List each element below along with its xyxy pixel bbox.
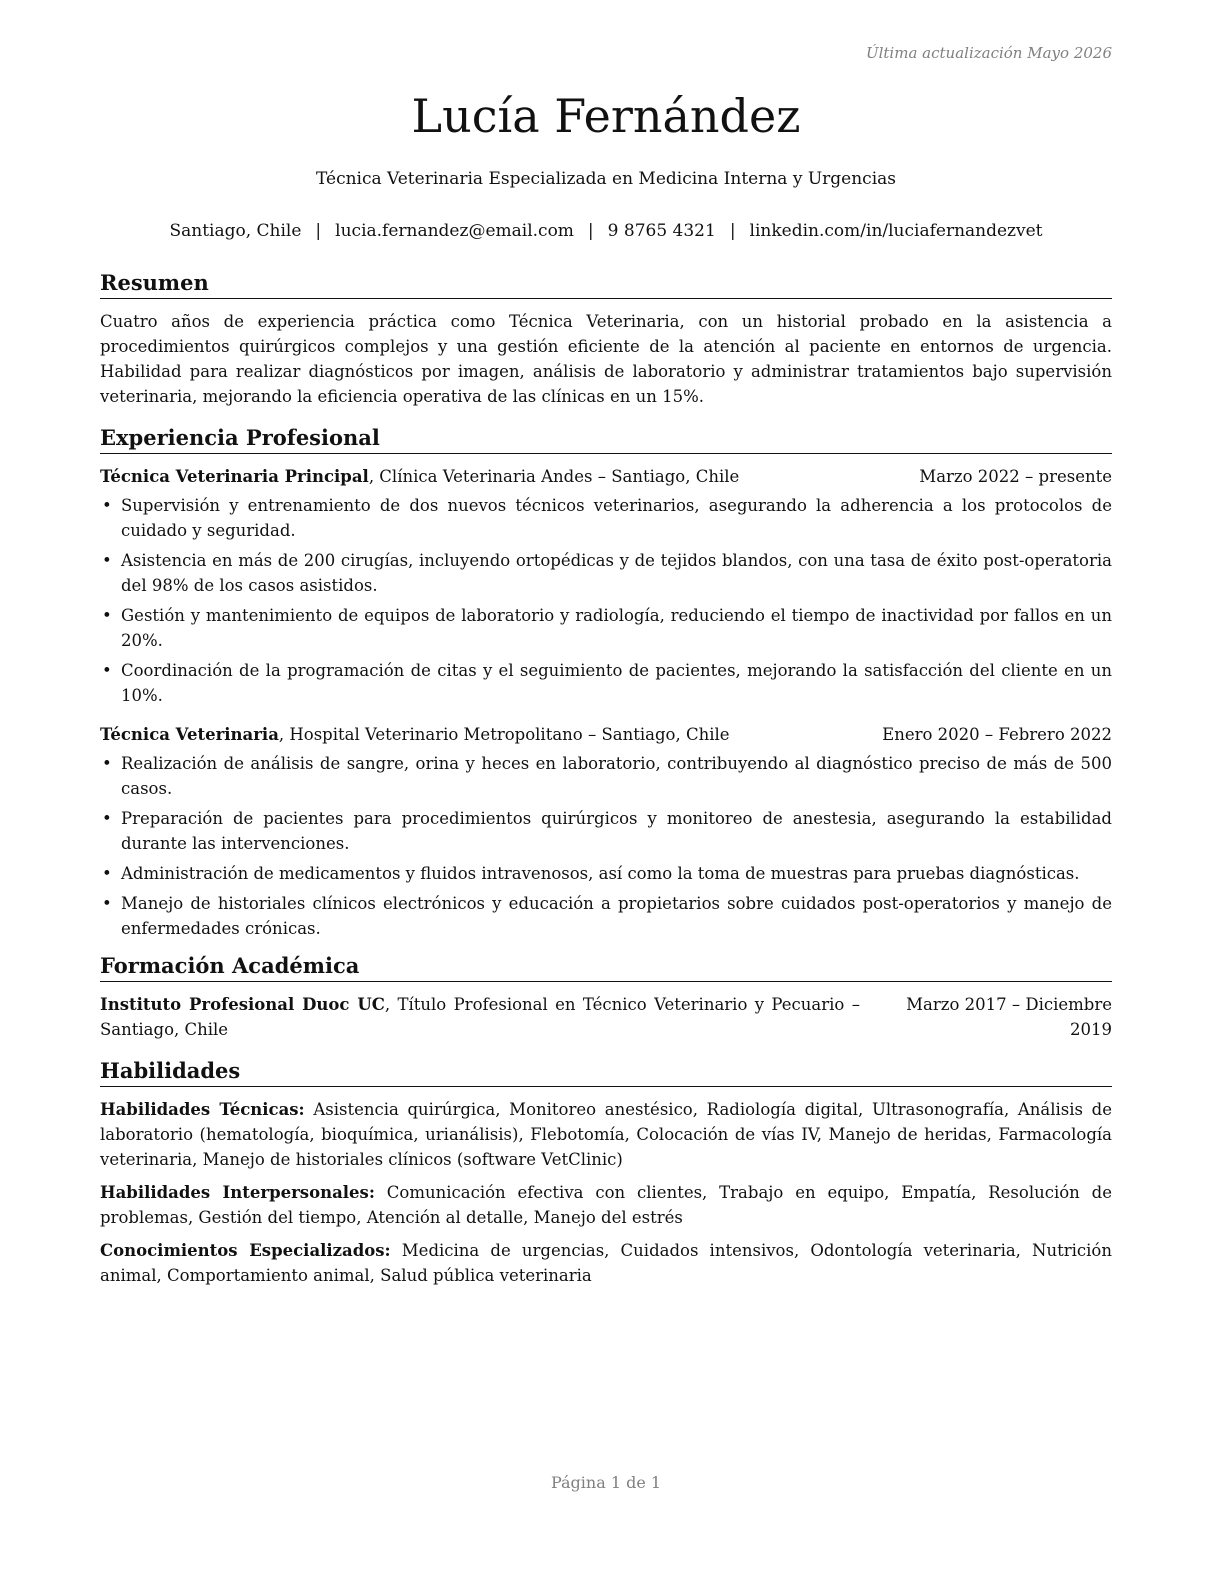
job-bullets	[100, 493, 1112, 708]
contact-email[interactable]: lucia.fernandez@email.com	[335, 221, 574, 241]
section-title-summary: Resumen	[100, 268, 1112, 299]
contact-line	[100, 218, 1112, 244]
education-detail: , Título Profesional en Técnico Veterinario y Pecuario – Santiago, Chile	[100, 995, 860, 1039]
contact-separator: |	[315, 221, 322, 241]
job-dates: Enero 2020 – Febrero 2022	[882, 725, 1112, 744]
list-item: • Administración de medicamentos y fluidos intravenosos, así como la toma de muestras para pruebas diagnósticas.	[100, 861, 1112, 886]
job-title: Técnica Veterinaria Principal	[100, 467, 369, 486]
job-organization: , Clínica Veterinaria Andes – Santiago, Chile	[368, 467, 740, 486]
resume-page	[100, 0, 1112, 1584]
skill-label: Habilidades Técnicas:	[100, 1100, 305, 1119]
candidate-name: Lucía Fernández	[411, 89, 801, 143]
section-title-skills: Habilidades	[100, 1056, 1112, 1087]
list-item: • Gestión y mantenimiento de equipos de laboratorio y radiología, reduciendo el tiempo de inactividad por fallos en un 20%.	[100, 603, 1112, 653]
job-entry	[100, 722, 1112, 941]
job-title: Técnica Veterinaria	[100, 725, 279, 744]
contact-separator: |	[587, 221, 594, 241]
list-item: • Realización de análisis de sangre, orina y heces en laboratorio, contribuyendo al diagnóstico preciso de más de 500 casos.	[100, 751, 1112, 801]
contact-separator: |	[729, 221, 736, 241]
contact-location: Santiago, Chile	[169, 221, 302, 241]
education-entry	[100, 992, 1112, 1042]
job-dates: Marzo 2022 – presente	[919, 467, 1112, 486]
skill-text: Asistencia quirúrgica, Monitoreo anestésico, Radiología digital, Ultrasonografía, Análisis de laboratorio (hematología, bioquímica, urianálisis), Flebotomía, Colocación de vías IV, Manejo de heridas, Farmacología veterinaria, Manejo de historiales clínicos (software VetClinic)	[100, 1100, 1112, 1169]
list-item: • Preparación de pacientes para procedimientos quirúrgicos y monitoreo de anestesia, asegurando la estabilidad durante las intervenciones.	[100, 806, 1112, 856]
contact-phone: 9 8765 4321	[607, 221, 716, 241]
education-dates: Marzo 2017 – Diciembre 2019	[906, 995, 1112, 1039]
contact-linkedin[interactable]: linkedin.com/in/luciafernandezvet	[749, 221, 1043, 241]
section-title-experience: Experiencia Profesional	[100, 423, 1112, 454]
list-item: • Supervisión y entrenamiento de dos nuevos técnicos veterinarios, asegurando la adherencia a los protocolos de cuidado y seguridad.	[100, 493, 1112, 543]
skill-label: Conocimientos Especializados:	[100, 1241, 391, 1260]
summary-text: Cuatro años de experiencia práctica como Técnica Veterinaria, con un historial probado en la asistencia a procedimientos quirúrgicos complejos y una gestión eficiente de la atención al paciente en entornos de urgencia. Habilidad para realizar diagnósticos por imagen, análisis de laboratorio y administrar tratamientos bajo supervisión veterinaria, mejorando la eficiencia operativa de las clínicas en un 15%.	[100, 312, 1112, 406]
list-item: • Coordinación de la programación de citas y el seguimiento de pacientes, mejorando la satisfacción del cliente en un 10%.	[100, 658, 1112, 708]
education-institution: Instituto Profesional Duoc UC	[100, 995, 385, 1014]
page-number: Página 1 de 1	[550, 1473, 662, 1492]
list-item: • Asistencia en más de 200 cirugías, incluyendo ortopédicas y de tejidos blandos, con una tasa de éxito post-operatoria del 98% de los casos asistidos.	[100, 548, 1112, 598]
section-title-education: Formación Académica	[100, 951, 1112, 982]
skill-group	[100, 1238, 1112, 1288]
candidate-tagline: Técnica Veterinaria Especializada en Medicina Interna y Urgencias	[315, 169, 896, 189]
skill-text: Comunicación efectiva con clientes, Trabajo en equipo, Empatía, Resolución de problemas, Gestión del tiempo, Atención al detalle, Manejo del estrés	[100, 1183, 1112, 1227]
resume-content	[100, 268, 1112, 1296]
job-header	[100, 722, 1112, 747]
skill-group	[100, 1180, 1112, 1230]
job-organization: , Hospital Veterinario Metropolitano – Santiago, Chile	[278, 725, 730, 744]
skill-group	[100, 1097, 1112, 1172]
job-bullets	[100, 751, 1112, 941]
job-entry	[100, 464, 1112, 708]
last-updated: Última actualización Mayo 2026	[865, 44, 1112, 62]
skill-label: Habilidades Interpersonales:	[100, 1183, 375, 1202]
skill-text: Medicina de urgencias, Cuidados intensivos, Odontología veterinaria, Nutrición animal, Comportamiento animal, Salud pública veterinaria	[100, 1241, 1112, 1285]
job-header	[100, 464, 1112, 489]
list-item: • Manejo de historiales clínicos electrónicos y educación a propietarios sobre cuidados post-operatorios y manejo de enfermedades crónicas.	[100, 891, 1112, 941]
